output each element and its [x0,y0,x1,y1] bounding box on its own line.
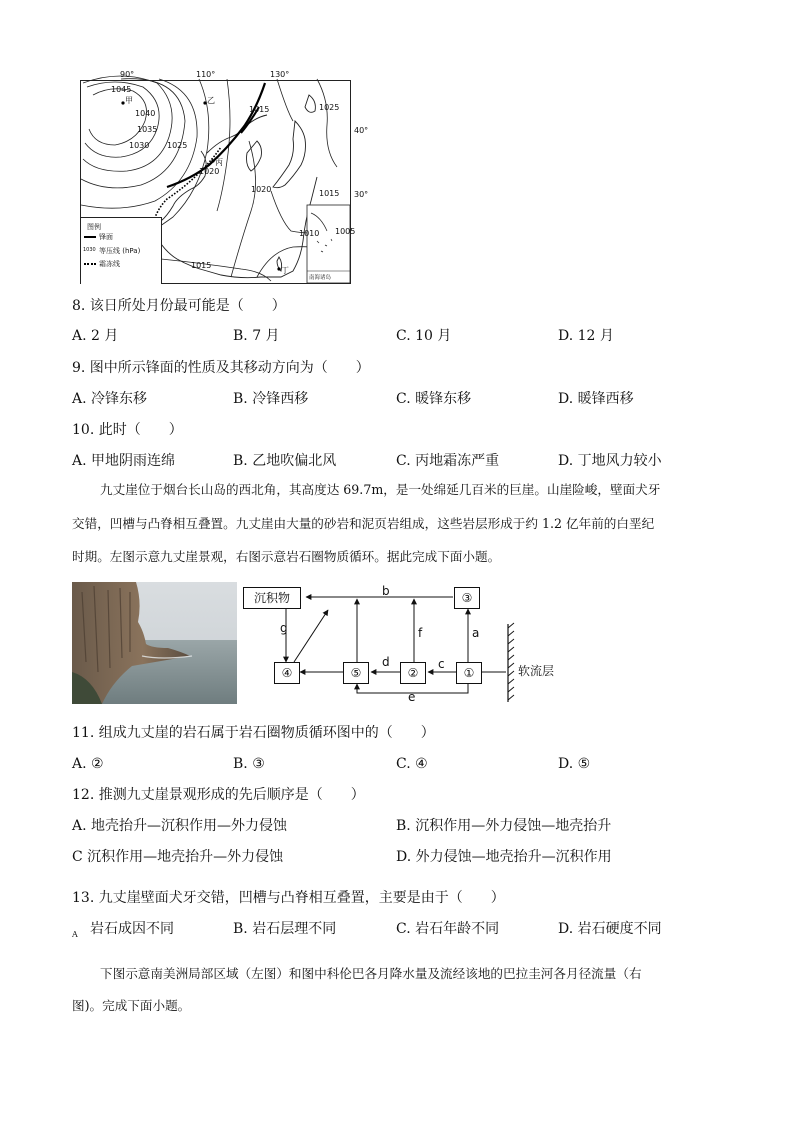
passage-1-line-3: 时期。左图示意九丈崖景观，右图示意岩石圈物质循环。据此完成下面小题。 [72,549,501,564]
isobar-label: 1045 [111,85,132,94]
passage-1-line-2: 交错，凹槽与凸脊相互叠置。九丈崖由大量的砂岩和泥页岩组成，这些岩层形成于约 1.2 亿年前的白垩纪 [72,516,655,531]
place-label-bing: 丙 [215,158,223,167]
isobar-label: 1025 [319,103,340,112]
map-legend [81,217,162,284]
isobar-label: 1010 [299,229,320,238]
q8-option-d[interactable]: D. 12 月 [558,328,614,344]
q11-option-c[interactable]: C. ④ [396,756,428,772]
lat-label-30: 30° [354,190,369,199]
q9-option-d[interactable]: D. 暖锋西移 [558,391,634,407]
place-label-ding: 丁 [281,266,289,275]
q8-option-b[interactable]: B. 7 月 [233,328,280,344]
q11-option-b[interactable]: B. ③ [233,756,265,772]
isobar-label: 1015 [319,189,340,198]
lon-label-130: 130° [270,70,290,79]
isobar-label: 1025 [167,141,188,150]
lat-label-40: 40° [354,126,369,135]
arrow-label-f: f [418,626,423,640]
node-1-box: ① [456,662,482,684]
question-9-stem: 9. 图中所示锋面的性质及其移动方向为（ ） [72,360,370,376]
place-label-jia: 甲 [125,96,133,105]
q12-option-d[interactable]: D. 外力侵蚀—地壳抬升—沉积作用 [396,849,612,865]
q13-option-b[interactable]: B. 岩石层理不同 [233,921,337,937]
q8-option-c[interactable]: C. 10 月 [396,328,452,344]
weather-map [80,80,356,284]
arrow-label-d: d [382,655,390,669]
isobar-label: 1015 [249,105,270,114]
legend-title: 图例 [87,223,101,231]
question-8-stem: 8. 该日所处月份最可能是（ ） [72,298,286,314]
arrow-label-c: c [438,657,445,671]
q12-option-a[interactable]: A. 地壳抬升—沉积作用—外力侵蚀 [72,818,288,834]
legend-isobar-sample: 1030 [83,247,96,253]
q9-option-a[interactable]: A. 冷锋东移 [72,391,148,407]
q11-option-d[interactable]: D. ⑤ [558,756,591,772]
passage-1-line-1: 九丈崖位于烟台长山岛的西北角，其高度达 69.7m，是一处绵延几百米的巨崖。山崖险峻，壁面犬牙 [100,482,661,497]
q13-option-a-text: 岩石成因不同 [90,921,174,937]
place-label-yi: 乙 [207,96,215,105]
arrow-label-a: a [472,626,480,640]
isobar-label: 1005 [335,227,356,236]
q9-option-b[interactable]: B. 冷锋西移 [233,391,309,407]
q12-option-b[interactable]: B. 沉积作用—外力侵蚀—地壳抬升 [396,818,612,834]
node-2-box: ② [400,662,426,684]
arrow-label-e: e [408,690,416,704]
isobar-label: 1015 [191,261,212,270]
q10-option-d[interactable]: D. 丁地风力较小 [558,453,662,469]
q13-option-c[interactable]: C. 岩石年龄不同 [396,921,500,937]
q12-option-c[interactable]: C 沉积作用—地壳抬升—外力侵蚀 [72,849,284,865]
q10-option-a[interactable]: A. 甲地阴雨连绵 [72,453,176,469]
node-5-box: ⑤ [343,662,369,684]
q8-option-a[interactable]: A. 2 月 [72,328,119,344]
sediment-box: 沉积物 [243,587,301,609]
isobar-label: 1035 [137,125,158,134]
cliff-photo [72,582,237,704]
q13-option-d[interactable]: D. 岩石硬度不同 [558,921,662,937]
node-4-box: ④ [274,662,300,684]
q11-option-a[interactable]: A. ② [72,756,104,772]
q10-option-c[interactable]: C. 丙地霜冻严重 [396,453,500,469]
question-13-stem: 13. 九丈崖壁面犬牙交错，凹槽与凸脊相互叠置，主要是由于（ ） [72,890,505,906]
isobar-label: 1020 [251,185,272,194]
legend-front: 锋面 [99,233,113,241]
asthenosphere-label: 软流层 [518,664,555,678]
passage-2-line-1: 下图示意南美洲局部区域（左图）和图中科伦巴各月降水量及流经该地的巴拉圭河各月径流量（右 [100,966,642,981]
isobar-label: 1020 [199,167,220,176]
question-12-stem: 12. 推测九丈崖景观形成的先后顺序是（ ） [72,787,365,803]
lon-label-90: 90° [120,70,135,79]
arrow-label-g: g [280,621,288,635]
frost-line-swatch [84,263,96,265]
question-10-stem: 10. 此时（ ） [72,422,183,438]
q13-option-a-prefix: A [72,930,78,939]
node-3-box: ③ [454,587,480,609]
passage-2-line-2: 图)。完成下面小题。 [72,998,191,1013]
legend-frost: 霜冻线 [99,260,120,268]
legend-isobar: 等压线 (hPa) [99,247,141,255]
q10-option-b[interactable]: B. 乙地吹偏北风 [233,453,337,469]
isobar-label: 1030 [129,141,150,150]
question-11-stem: 11. 组成九丈崖的岩石属于岩石圈物质循环图中的（ ） [72,725,435,741]
inset-label: 南海诸岛 [309,275,332,281]
isobar-label: 1040 [135,109,156,118]
front-line-swatch [84,236,96,238]
lon-label-110: 110° [196,70,216,79]
q9-option-c[interactable]: C. 暖锋东移 [396,391,472,407]
arrow-label-b: b [382,584,390,598]
